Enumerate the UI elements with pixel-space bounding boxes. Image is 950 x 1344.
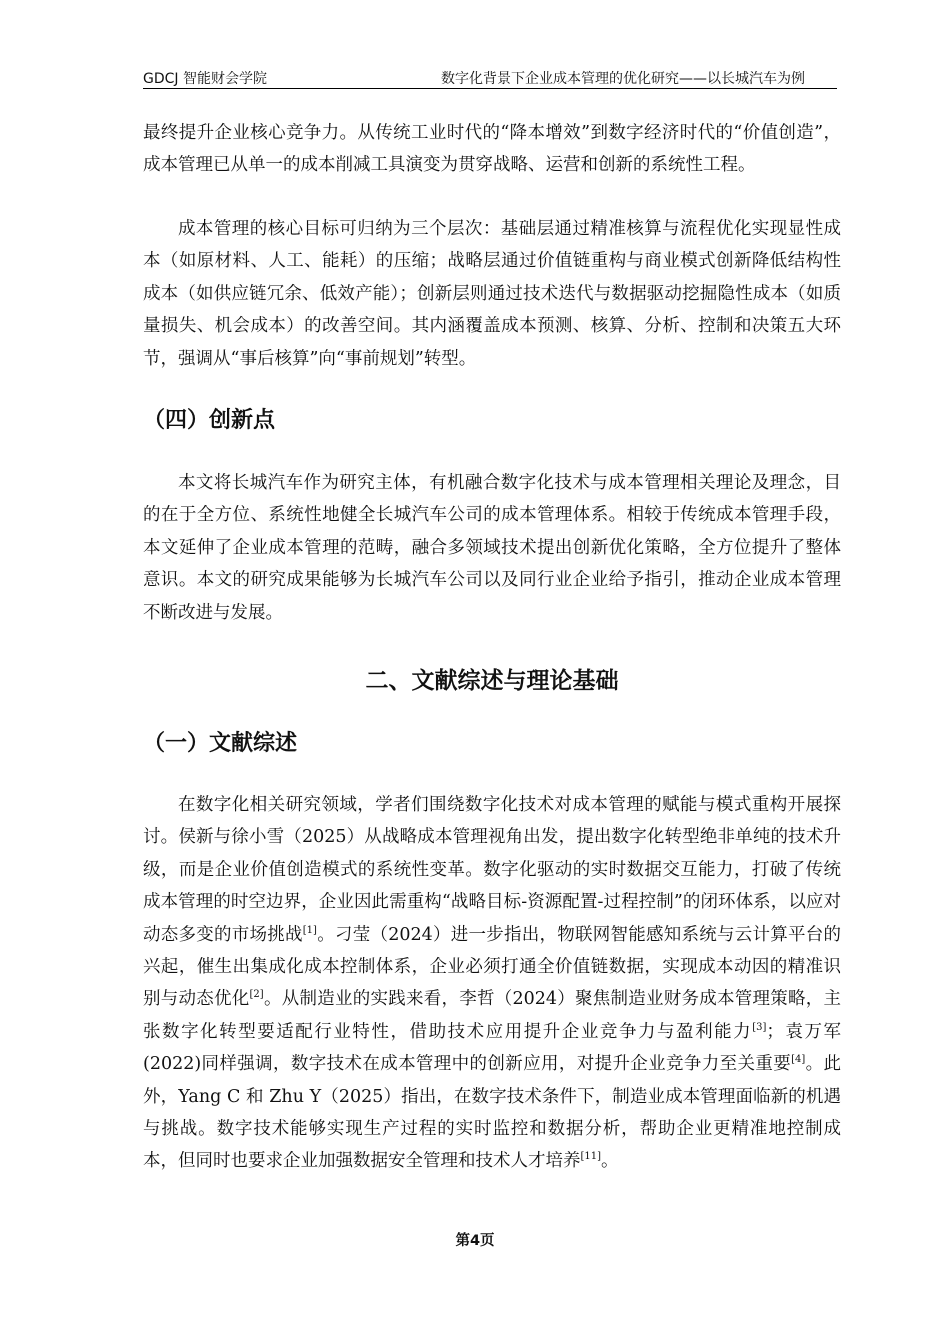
header-school: GDCJ 智能财会学院 (143, 71, 267, 87)
text-segment: 。从制造业的实践来看，李哲（2024）聚焦制造业财务成本管理策略，主张数字化转型要适配行业特性，借助技术应用提升企业竞争力与盈利能力 (143, 989, 841, 1042)
text-segment: 。此外，Yang C 和 Zhu Y（2025）指出，在数字技术条件下，制造业成本管理面临新的机遇与挑战。数字技术能够实现生产过程的实时监控和数据分析，帮助企业更精准地控制成本，但同时也要求企业加强数据安全管理和技术人才培养 (143, 1054, 841, 1172)
text-segment: 。 (601, 1151, 619, 1172)
text-segment: 。刁莹（2024）进一步指出，物联网智能感知系统与云计算平台的兴起，催生出集成化成本控制体系，企业必须打通全价值链数据，实现成本动因的精准识别与动态优化 (143, 924, 841, 1010)
paragraph-cost-management-goals: 成本管理的核心目标可归纳为三个层次：基础层通过精准核算与流程优化实现显性成本（如原材料、人工、能耗）的压缩；战略层通过价值链重构与商业模式创新降低结构性成本（如供应链冗余、低效产能）；创新层则通过技术迭代与数据驱动挖掘隐性成本（如质量损失、机会成本）的改善空间。其内涵覆盖成本预测、核算、分析、控制和决策五大环节，强调从“事后核算”向“事前规划”转型。 (143, 219, 841, 369)
paragraph-cost-management-intro: 最终提升企业核心竞争力。从传统工业时代的“降本增效”到数字经济时代的“价值创造”，成本管理已从单一的成本削减工具演变为贯穿战略、运营和创新的系统性工程。 (143, 123, 841, 176)
citation-ref: [4] (791, 1054, 806, 1066)
text-segment: ；袁万军(2022)同样强调，数字技术在成本管理中的创新应用，对提升企业竞争力至关重要 (143, 1021, 842, 1075)
text-segment: 在数字化相关研究领域，学者们围绕数字化技术对成本管理的赋能与模式重构开展探讨。侯新与徐小雪（2025）从战略成本管理视角出发，提出数字化转型绝非单纯的技术升级，而是企业价值创造模式的系统性变革。数字化驱动的实时数据交互能力，打破了传统成本管理的时空边界，企业因此需重构“战略目标-资源配置-过程控制”的闭环体系，以应对动态多变的市场挑战 (143, 795, 841, 945)
citation-ref: [3] (752, 1022, 767, 1034)
page-number: 第4页 (455, 1233, 495, 1249)
paragraph-literature-review (143, 789, 841, 1178)
running-header (143, 66, 837, 89)
citation-ref: [2] (249, 989, 264, 1001)
paragraph-innovation: 本文将长城汽车作为研究主体，有机融合数字化技术与成本管理相关理论及理念，目的在于全方位、系统性地健全长城汽车公司的成本管理体系。相较于传统成本管理手段，本文延伸了企业成本管理的范畴，融合多领域技术提出创新优化策略，全方位提升了整体意识。本文的研究成果能够为长城汽车公司以及同行业企业给予指引，推动企业成本管理不断改进与发展。 (143, 473, 841, 623)
heading-chapter-2: 二、文献综述与理论基础 (365, 668, 619, 694)
citation-ref: [1] (302, 924, 317, 936)
heading-literature-review: （一）文献综述 (143, 731, 298, 756)
citation-ref: [11] (580, 1151, 602, 1163)
heading-innovation: （四）创新点 (143, 408, 276, 433)
header-paper-title: 数字化背景下企业成本管理的优化研究——以长城汽车为例 (441, 71, 805, 87)
